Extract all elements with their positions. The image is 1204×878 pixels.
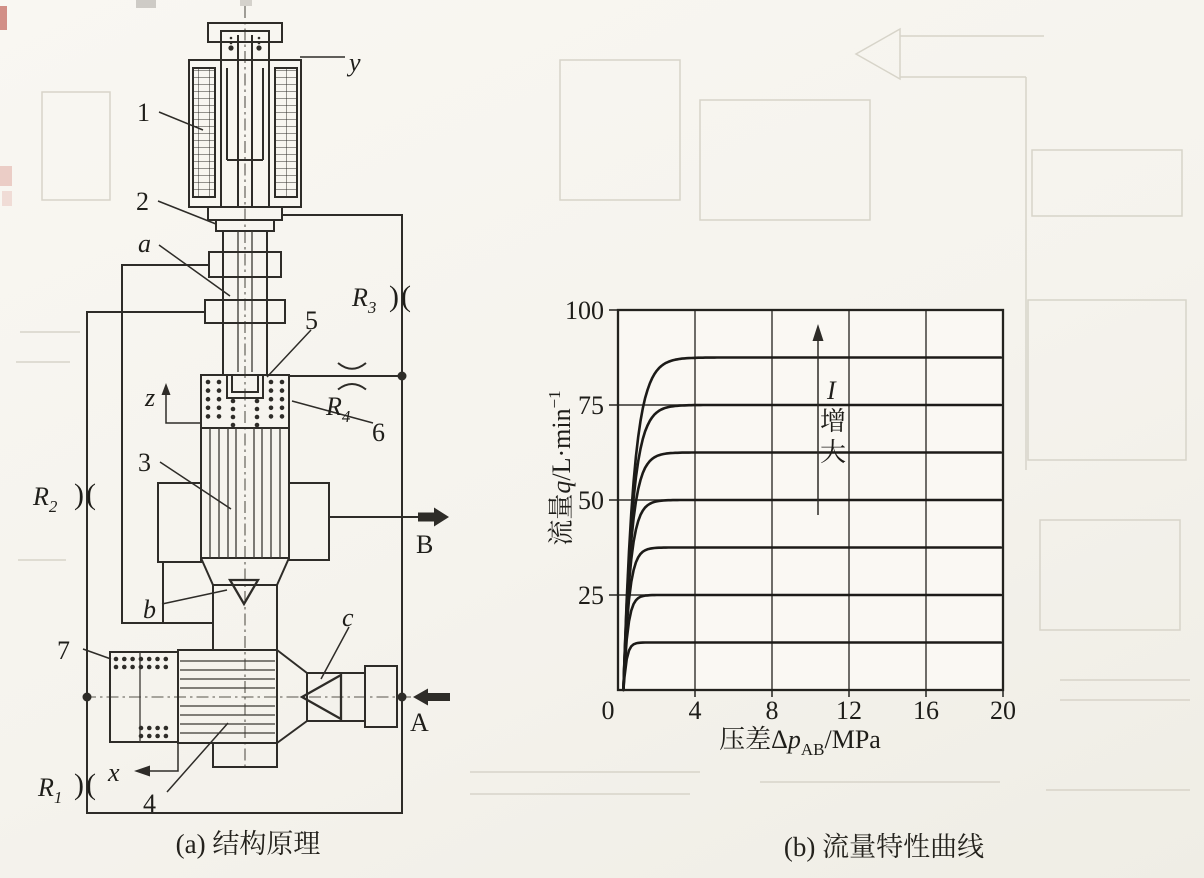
spring-dot [280,397,285,402]
red-mark [0,6,7,30]
ghost-lines [1060,680,1190,700]
spring-dot [255,415,260,420]
structure-diagram [32,6,450,859]
spring-dot [269,406,274,411]
axis-label-x: x [108,758,120,787]
spring-dot [147,665,152,670]
part-label-c: c [342,603,354,632]
spring-dot [231,407,236,412]
spring-dot [217,380,222,385]
throttle-symbol-r1: )( [74,768,98,801]
spring-dot [269,414,274,419]
red-mark [2,191,12,206]
spring-dot [231,399,236,404]
x-tick-label: 4 [688,696,702,725]
x-tick-label: 0 [601,696,615,725]
spring-dot [280,380,285,385]
y-tick-label: 25 [578,581,604,610]
z-axis [162,383,202,423]
ghost-triangle [856,29,900,79]
spring-dot [147,734,152,739]
port-label-A: A [410,708,429,737]
part-label-7: 7 [57,636,70,665]
x-tick-label: 16 [913,696,939,725]
spring-dot [155,657,160,662]
ghost-block [1040,520,1180,630]
spring-dot [231,415,236,420]
ghost-lines [470,772,1190,794]
spring-dot [122,657,127,662]
spring-dot [164,726,169,731]
ghost-lines [16,332,80,560]
spring-dot [155,726,160,731]
spring-dot [155,734,160,739]
x-tick-label: 12 [836,696,862,725]
edge-smudge [240,0,252,6]
spring-dot [139,657,144,662]
coil-winding-left [193,68,215,197]
red-mark [0,166,12,186]
x-axis [134,742,178,777]
y-tick-label: 100 [565,296,604,325]
spring-dot [206,397,211,402]
spring-dot [147,726,152,731]
x-axis-title: 压差$\Delta p_{AB}$/MPa [719,725,881,759]
spring-dot [114,657,119,662]
spring-dot [217,406,222,411]
spring-dot [164,657,169,662]
spring-dot [269,380,274,385]
spring-dot [231,423,236,428]
port-flange-right [289,483,329,560]
sensor-label-y: y [349,48,361,77]
y-tick-label: 75 [578,391,604,420]
resistor-label-r1: $R_1$ [38,773,63,807]
pilot-valve [110,650,397,767]
spring-dot [139,726,144,731]
x-tick-label: 8 [765,696,779,725]
part-label-1: 1 [137,98,150,127]
throttle-symbol-r2: )( [74,478,98,511]
spring-dot [206,388,211,393]
main-spool [158,428,329,650]
spring-dot [164,665,169,670]
junction-dot [83,693,92,702]
spring-dot [280,414,285,419]
spring-dot [217,414,222,419]
spring-dot [147,657,152,662]
part-label-b: b [143,595,156,624]
spring-dot [255,423,260,428]
port-flange-left [158,483,201,562]
spring-dot [255,407,260,412]
ghost-block [560,60,680,200]
y-tick-label: 50 [578,486,604,515]
ghost-block [700,100,870,220]
spring-dot [255,399,260,404]
throttle-symbol-r3: )( [389,280,413,313]
spring-dot [114,665,119,670]
spring-dot [280,406,285,411]
spring-dot [122,665,127,670]
spring-dot [130,657,135,662]
annotation-I: I [827,376,836,405]
port-b-arrow [418,508,449,527]
spring-dot [206,414,211,419]
resistor-label-r3: $R_3$ [352,283,377,317]
caption-panel-b: (b) 流量特性曲线 [783,832,985,862]
flow-chart [545,296,1016,862]
spring-dot [269,388,274,393]
bridge-line-left [122,265,213,623]
spring-dot [206,406,211,411]
coil-winding-right [275,68,297,197]
annotation-da: 大 [820,438,847,467]
port-a-arrow [413,689,450,706]
junction-dot [398,372,407,381]
annotation-zeng: 增 [820,407,847,436]
axis-label-z: z [145,383,156,412]
spring-dot [139,734,144,739]
ghost-block [42,92,110,200]
part-label-3: 3 [138,448,151,477]
resistor-label-r2: $R_2$ [33,482,58,516]
spring-dot [217,397,222,402]
spring-dot [155,665,160,670]
spring-dot [269,397,274,402]
spring-dot [139,665,144,670]
part-label-2: 2 [136,187,149,216]
edge-smudge [136,0,156,8]
spring-dot [206,380,211,385]
orifice-b-cone [230,580,258,604]
resistor-label-r4: $R_4$ [326,392,351,426]
port-label-B: B [416,530,434,559]
part-label-5: 5 [305,306,318,335]
part-label-6: 6 [372,418,385,447]
ghost-block [1032,150,1182,216]
part-label-4: 4 [143,789,156,818]
y-axis-title: 流量$q/L\cdot\min^{-1}$ [545,390,576,546]
x-tick-label: 20 [990,696,1016,725]
ghost-block [1028,300,1186,460]
caption-panel-a: (a) 结构原理 [175,829,321,859]
spring-dot [130,665,135,670]
junction-dot [398,693,407,702]
spring-dot [217,388,222,393]
part-label-a: a [138,229,151,258]
spring-dot [164,734,169,739]
spring-dot [280,388,285,393]
